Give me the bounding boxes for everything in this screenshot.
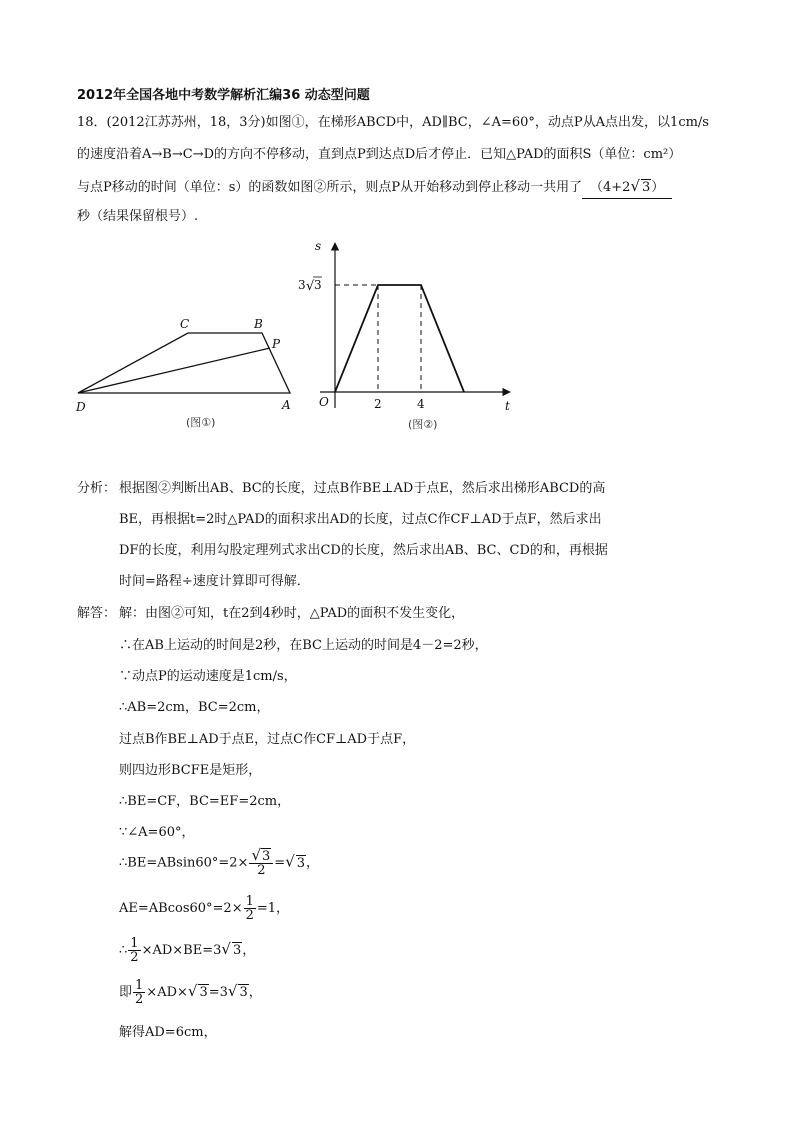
answer-blank	[582, 176, 672, 199]
solution-line-7: ∴BE=CF，BC=EF=2cm，	[119, 794, 291, 809]
numerator: 1	[130, 936, 139, 951]
figure-2-graph	[295, 238, 520, 438]
numerator: 1	[245, 894, 254, 909]
solution-label: 解答：	[77, 606, 117, 621]
y-tick-radicand: 3	[314, 278, 322, 292]
equals: =3	[208, 985, 228, 1000]
area-expression: ×AD×	[146, 985, 188, 1000]
question-line-3	[77, 176, 727, 199]
answer-pre: （4+2	[590, 180, 631, 195]
question-line-3-text: 与点P移动的时间（单位：s）的函数如图②所示，则点P从开始移动到停止移动一共用了	[77, 180, 583, 195]
result: =1，	[256, 901, 290, 916]
question-line-4: 秒（结果保留根号）.	[77, 209, 199, 224]
solution-line-13: 解得AD=6cm，	[119, 1025, 217, 1040]
label-p: P	[272, 337, 281, 351]
radicand: 3	[262, 849, 271, 864]
comma: ，	[306, 855, 320, 871]
ae-formula: AE=ABcos60°=2×	[119, 901, 243, 916]
figure-1-caption: (图①)	[186, 416, 216, 429]
answer-post: ）	[651, 180, 665, 195]
label-d: D	[76, 400, 86, 414]
analysis-line-3: DF的长度，利用勾股定理列式求出CD的长度，然后求出AB、BC、CD的和，再根据	[119, 543, 608, 558]
sqrt-sign: √	[285, 852, 295, 871]
question-line-1: 18．(2012江苏苏州，18，3分)如图①，在梯形ABCD中，AD∥BC，∠A=60°，动点P从A点出发，以1cm/s	[77, 115, 709, 130]
radicand: 3	[296, 855, 306, 871]
solution-line-12	[119, 979, 262, 1006]
fraction-1-over-2	[128, 937, 140, 964]
solution-line-1: 解：由图②可知，t在2到4秒时，△PAD的面积不发生变化，	[119, 606, 465, 621]
radicand: 3	[232, 943, 242, 958]
solution-line-11	[119, 937, 255, 964]
analysis-line-2: BE，再根据t=2时△PAD的面积求出AD的长度，过点C作CF⊥AD于点F，然后求出	[119, 512, 602, 527]
solution-line-2: ∴在AB上运动的时间是2秒，在BC上运动的时间是4－2=2秒，	[119, 638, 488, 653]
answer-radicand: 3	[642, 180, 651, 195]
denominator: 2	[257, 863, 266, 878]
trapezoid-shape	[78, 333, 290, 393]
sqrt-sign: √	[251, 846, 262, 864]
radicand: 3	[239, 985, 248, 1000]
analysis-label: 分析：	[77, 481, 117, 496]
sqrt-sign: √	[630, 177, 641, 195]
namely: 即	[119, 985, 133, 1000]
comma: ，	[242, 943, 256, 958]
fraction-1-over-2	[133, 979, 145, 1006]
denominator: 2	[135, 992, 144, 1007]
denominator: 2	[130, 950, 139, 965]
figure-1-trapezoid	[70, 310, 310, 435]
segment-dp	[78, 348, 270, 393]
solution-line-8: ∵∠A=60°，	[119, 825, 195, 840]
document-title: 2012年全国各地中考数学解析汇编36 动态型问题	[77, 88, 370, 103]
solution-line-5: 过点B作BE⊥AD于点E，过点C作CF⊥AD于点F，	[119, 732, 416, 747]
sqrt-sign: √	[221, 940, 231, 958]
comma: ，	[248, 985, 262, 1000]
radicand: 3	[199, 985, 208, 1000]
analysis-line-1: 根据图②判断出AB、BC的长度，过点B作BE⊥AD于点E，然后求出梯形ABCD的高	[119, 481, 606, 496]
x-tick-label-2: 2	[374, 397, 382, 411]
series-line	[335, 285, 464, 392]
numerator: 1	[135, 978, 144, 993]
y-tick-sqrt-sign: √	[306, 279, 315, 294]
axis-label-t: t	[505, 399, 510, 413]
analysis-line-4: 时间=路程÷速度计算即可得解．	[119, 574, 310, 589]
label-a: A	[282, 398, 291, 412]
solution-line-6: 则四边形BCFE是矩形，	[119, 763, 262, 778]
solution-line-3: ∵动点P的运动速度是1cm/s，	[119, 669, 297, 684]
label-c: C	[180, 317, 190, 331]
fraction-1-over-2	[244, 895, 256, 922]
sqrt-sign: √	[227, 982, 238, 1000]
numerator	[249, 846, 273, 864]
sqrt-sign: √	[187, 982, 198, 1000]
denominator: 2	[245, 908, 254, 923]
be-formula: ∴BE=ABsin60°=2×	[119, 855, 249, 871]
fraction-sqrt3-over-2	[249, 846, 273, 878]
label-b: B	[254, 317, 263, 331]
equals: =	[274, 855, 286, 871]
solution-line-4: ∴AB=2cm，BC=2cm，	[119, 700, 270, 715]
question-line-2: 的速度沿着A→B→C→D的方向不停移动，直到点P到达点D后才停止．已知△PAD的面积S（单位：cm²）	[77, 147, 682, 162]
solution-line-10	[119, 895, 289, 922]
area-expression: ×AD×BE=3	[141, 943, 222, 958]
axis-label-s: s	[315, 239, 322, 253]
therefore-sign: ∴	[119, 943, 128, 958]
solution-line-9	[119, 846, 320, 878]
x-tick-label-4: 4	[417, 397, 425, 411]
y-tick-coef: 3	[298, 278, 306, 292]
origin-label: O	[319, 395, 329, 409]
figure-2-caption: (图②)	[408, 418, 438, 431]
